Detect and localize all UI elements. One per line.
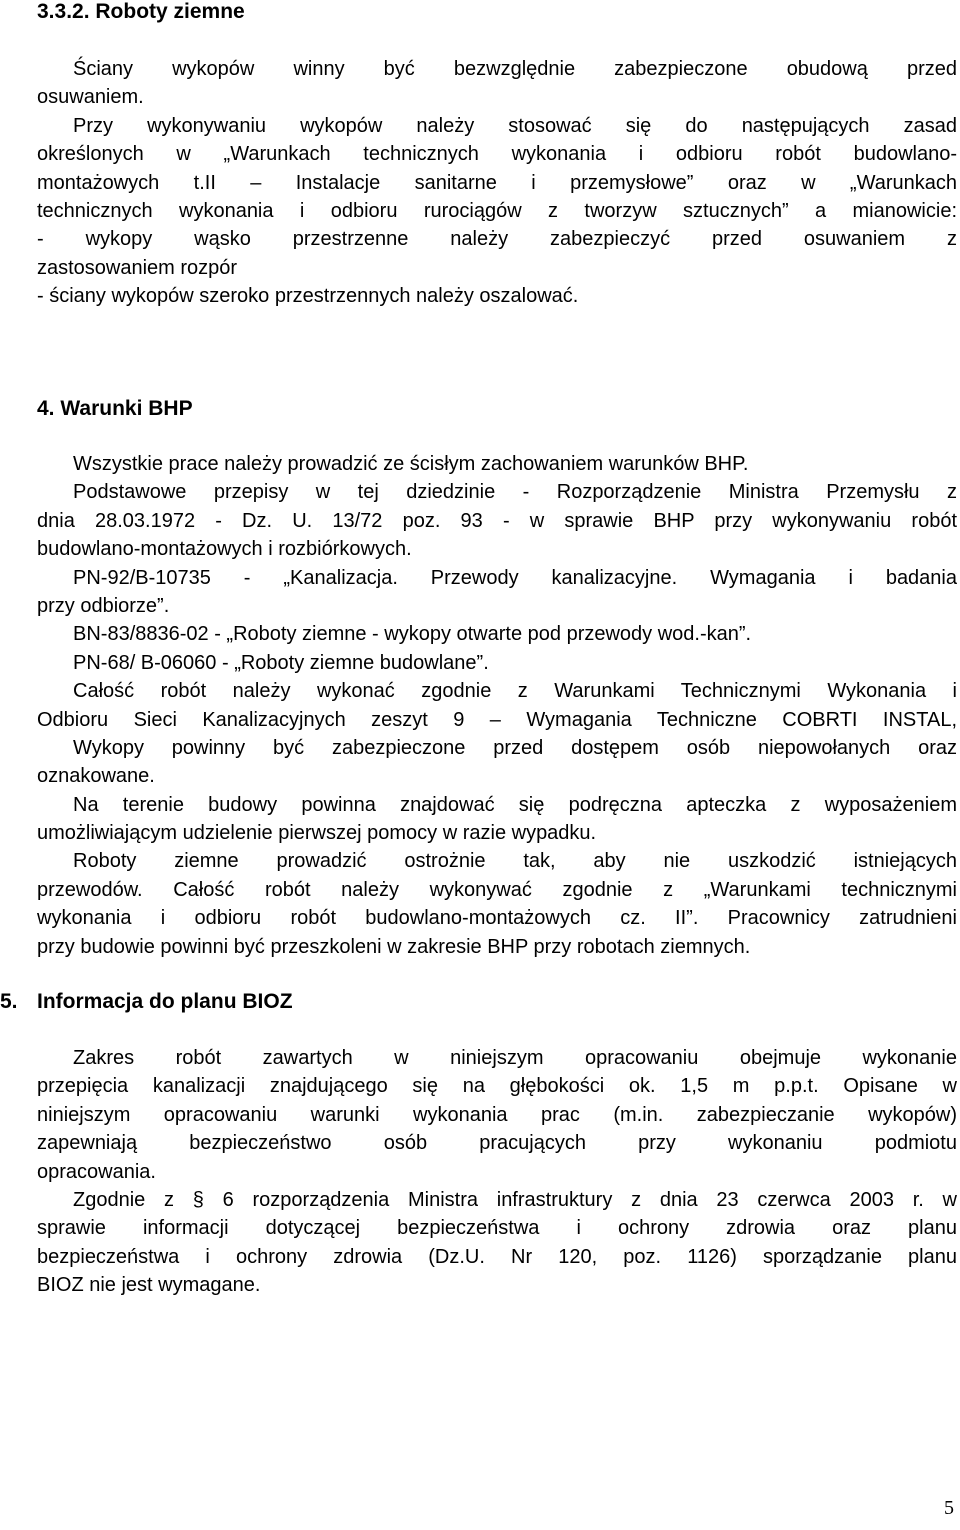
paragraph-line: Ściany wykopów winny być bezwzględnie zabezpieczone obudową przed bbox=[73, 58, 957, 80]
list-item: - wykopy wąsko przestrzenne należy zabezpieczyć przed osuwaniem z bbox=[37, 228, 957, 251]
paragraph-line: Roboty ziemne prowadzić ostrożnie tak, aby nie uszkodzić istniejących bbox=[73, 850, 957, 873]
paragraph-line: zapewniają bezpieczeństwo osób pracujących przy wykonaniu podmiotu bbox=[37, 1132, 957, 1155]
paragraph-line: Zgodnie z § 6 rozporządzenia Ministra infrastruktury z dnia 23 czerwca 2003 r. w bbox=[73, 1188, 957, 1211]
section-heading-bioz bbox=[0, 990, 293, 1014]
paragraph-line: przy odbiorze”. bbox=[37, 594, 170, 617]
paragraph-line: PN-68/ B-06060 - „Roboty ziemne budowlane”. bbox=[73, 651, 489, 674]
paragraph-line: określonych w „Warunkach technicznych wykonania i odbioru robót budowlano- bbox=[37, 143, 957, 166]
section-title: Informacja do planu BIOZ bbox=[37, 990, 293, 1013]
paragraph-line: Zakres robót zawartych w niniejszym opracowaniu obejmuje wykonanie bbox=[73, 1047, 957, 1069]
section-body-warunki-bhp bbox=[37, 450, 957, 961]
paragraph-line: przy budowie powinni być przeszkoleni w zakresie BHP przy robotach ziemnych. bbox=[37, 935, 751, 958]
paragraph-line: montażowych t.II – Instalacje sanitarne i przemysłowe” oraz w „Warunkach bbox=[37, 171, 957, 194]
paragraph-line: wykonania i odbioru robót budowlano-montażowych cz. II”. Pracownicy zatrudnieni bbox=[37, 907, 957, 930]
paragraph-line: BN-83/8836-02 - „Roboty ziemne - wykopy otwarte pod przewody wod.-kan”. bbox=[73, 623, 752, 646]
paragraph-line: osuwaniem. bbox=[37, 86, 144, 109]
paragraph-line: przepięcia kanalizacji znajdującego się na głębokości ok. 1,5 m p.p.t. Opisane w bbox=[37, 1075, 957, 1098]
section-body-roboty-ziemne bbox=[37, 55, 957, 311]
paragraph-line: bezpieczeństwa i ochrony zdrowia (Dz.U. Nr 120, poz. 1126) sporządzanie planu bbox=[37, 1245, 957, 1268]
paragraph-line: przewodów. Całość robót należy wykonywać zgodnie z „Warunkami technicznymi bbox=[37, 878, 957, 901]
paragraph-line: Przy wykonywaniu wykopów należy stosować się do następujących zasad bbox=[73, 114, 957, 137]
paragraph-line: dnia 28.03.1972 - Dz. U. 13/72 poz. 93 - w sprawie BHP przy wykonywaniu robót bbox=[37, 509, 957, 532]
section-heading-roboty-ziemne: 3.3.2. Roboty ziemne bbox=[37, 0, 245, 23]
paragraph-line: Wykopy powinny być zabezpieczone przed dostępem osób niepowołanych oraz bbox=[73, 736, 957, 759]
paragraph-line: budowlano-montażowych i rozbiórkowych. bbox=[37, 538, 412, 561]
list-item: - ściany wykopów szeroko przestrzennych należy oszalować. bbox=[37, 285, 579, 308]
section-body-bioz bbox=[37, 1044, 957, 1300]
paragraph-line: BIOZ nie jest wymagane. bbox=[37, 1274, 261, 1297]
section-number: 5. bbox=[0, 990, 18, 1013]
paragraph-line: zastosowaniem rozpór bbox=[37, 256, 238, 279]
paragraph-line: PN-92/B-10735 - „Kanalizacja. Przewody kanalizacyjne. Wymagania i badania bbox=[73, 566, 957, 589]
paragraph-line: umożliwiającym udzielenie pierwszej pomocy w razie wypadku. bbox=[37, 822, 597, 845]
paragraph-line: niniejszym opracowaniu warunki wykonania prac (m.in. zabezpieczanie wykopów) bbox=[37, 1103, 957, 1126]
paragraph-line: Wszystkie prace należy prowadzić ze ścisłym zachowaniem warunków BHP. bbox=[73, 453, 749, 475]
paragraph-line: Całość robót należy wykonać zgodnie z Warunkami Technicznymi Wykonania i bbox=[73, 680, 957, 703]
paragraph-line: Odbioru Sieci Kanalizacyjnych zeszyt 9 – Wymagania Techniczne COBRTI INSTAL, bbox=[37, 708, 957, 731]
paragraph-line: Podstawowe przepisy w tej dziedzinie - Rozporządzenie Ministra Przemysłu z bbox=[73, 481, 957, 504]
paragraph-line: opracowania. bbox=[37, 1160, 156, 1183]
paragraph-line: sprawie informacji dotyczącej bezpieczeństwa i ochrony zdrowia oraz planu bbox=[37, 1217, 957, 1240]
section-heading-warunki-bhp bbox=[37, 397, 193, 421]
paragraph-line: Na terenie budowy powinna znajdować się podręczna apteczka z wyposażeniem bbox=[73, 793, 957, 816]
paragraph-line: oznakowane. bbox=[37, 765, 155, 788]
section-title: Warunki BHP bbox=[60, 397, 193, 420]
paragraph-line: technicznych wykonania i odbioru rurociągów z tworzyw sztucznych” a mianowicie: bbox=[37, 199, 957, 222]
section-number: 4. bbox=[37, 397, 55, 420]
page-number: 5 bbox=[944, 1497, 954, 1519]
